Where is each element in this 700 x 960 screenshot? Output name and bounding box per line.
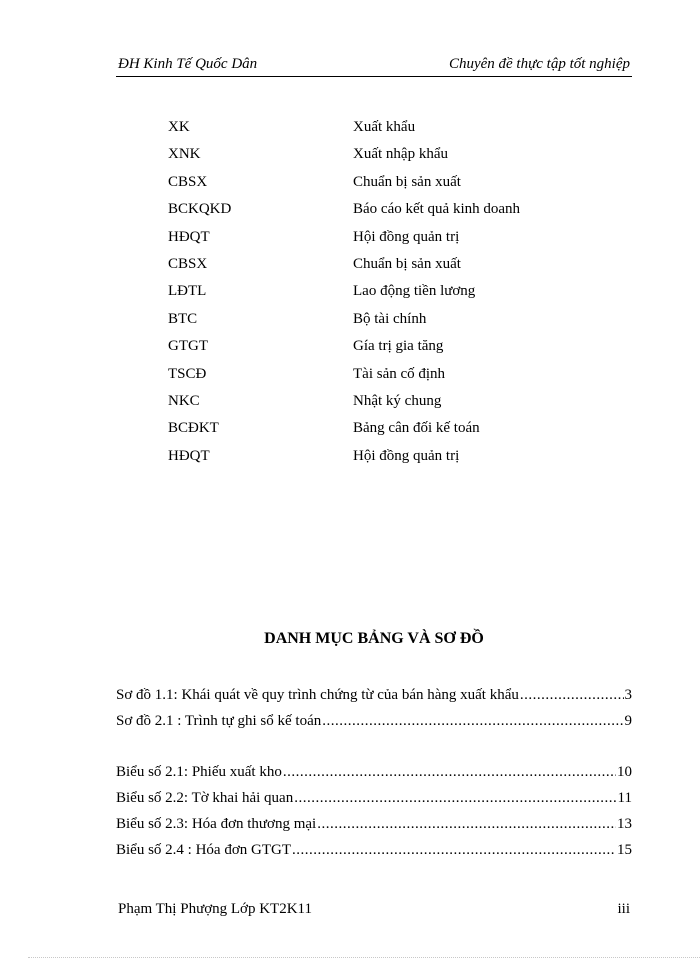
abbreviation-meaning: Chuẩn bị sản xuất — [353, 255, 461, 272]
abbreviation-code: GTGT — [168, 338, 208, 355]
abbreviation-code: BCKQKD — [168, 201, 232, 218]
abbreviation-row — [168, 117, 588, 144]
toc-entry[interactable] — [116, 788, 632, 814]
abbreviation-meaning: Hội đồng quản trị — [353, 228, 460, 245]
toc-entry[interactable] — [116, 814, 632, 840]
section-title: DANH MỤC BẢNG VÀ SƠ ĐỒ — [264, 630, 484, 647]
toc-entry[interactable] — [116, 685, 632, 711]
abbreviation-code: HĐQT — [168, 228, 210, 245]
toc-page-number: 3 — [624, 687, 632, 703]
toc-entry-title: Biểu số 2.4 : Hóa đơn GTGT — [116, 842, 291, 858]
toc-leader-dots — [322, 711, 623, 731]
abbreviation-code: CBSX — [168, 173, 208, 190]
toc-page-number: 10 — [617, 764, 632, 780]
toc-leader-dots — [294, 788, 616, 808]
abbreviation-meaning: Nhật ký chung — [353, 392, 442, 409]
abbreviation-code: CBSX — [168, 255, 208, 272]
abbreviation-code: BTC — [168, 310, 198, 327]
abbreviation-row — [168, 199, 588, 226]
toc-page-number: 11 — [617, 790, 632, 806]
toc-leader-dots — [292, 840, 616, 860]
toc-entry[interactable] — [116, 762, 632, 788]
toc-page-number: 15 — [617, 842, 632, 858]
abbreviation-row — [168, 172, 588, 199]
abbreviation-row — [168, 309, 588, 336]
toc-entry-title: Biểu số 2.2: Tờ khai hải quan — [116, 790, 294, 806]
abbreviation-meaning: Gía trị gia tăng — [353, 338, 444, 355]
abbreviation-row — [168, 336, 588, 363]
abbreviation-list — [168, 117, 588, 473]
toc-page-number: 13 — [617, 816, 632, 832]
abbreviation-meaning: Hội đồng quản trị — [353, 447, 460, 464]
footer-page-number: iii — [617, 901, 630, 917]
abbreviation-row — [168, 364, 588, 391]
abbreviation-meaning: Bảng cân đối kế toán — [353, 420, 480, 437]
abbreviation-meaning: Bộ tài chính — [353, 310, 427, 327]
toc-page-number: 9 — [624, 713, 632, 729]
diagram-list — [116, 685, 632, 737]
toc-entry-title: Sơ đồ 2.1 : Trình tự ghi sổ kế toán — [116, 713, 322, 729]
toc-leader-dots — [317, 814, 616, 834]
header-university: ĐH Kinh Tế Quốc Dân — [118, 56, 258, 72]
abbreviation-meaning: Lao động tiền lương — [353, 283, 476, 300]
abbreviation-row — [168, 418, 588, 445]
abbreviation-row — [168, 391, 588, 418]
abbreviation-meaning: Chuẩn bị sản xuất — [353, 173, 461, 190]
abbreviation-code: NKC — [168, 392, 200, 409]
abbreviation-code: XNK — [168, 146, 201, 163]
abbreviation-code: BCĐKT — [168, 420, 219, 437]
abbreviation-row — [168, 227, 588, 254]
abbreviation-row — [168, 144, 588, 171]
table-list — [116, 762, 632, 866]
page-bottom-divider — [28, 957, 700, 958]
abbreviation-row — [168, 254, 588, 281]
abbreviation-row — [168, 281, 588, 308]
abbreviation-meaning: Báo cáo kết quả kinh doanh — [353, 201, 521, 218]
footer-author-class: Phạm Thị Phượng Lớp KT2K11 — [118, 901, 312, 917]
abbreviation-row — [168, 446, 588, 473]
page-header — [116, 56, 632, 77]
abbreviation-meaning: Xuất khẩu — [353, 119, 416, 135]
header-document-type: Chuyên đề thực tập tốt nghiệp — [448, 56, 630, 72]
abbreviation-code: HĐQT — [168, 447, 210, 464]
toc-leader-dots — [520, 685, 624, 705]
toc-entry-title: Biểu số 2.1: Phiếu xuất kho — [116, 764, 282, 780]
toc-entry[interactable] — [116, 840, 632, 866]
toc-entry[interactable] — [116, 711, 632, 737]
abbreviation-meaning: Xuất nhập khẩu — [353, 146, 448, 163]
abbreviation-code: XK — [168, 119, 190, 135]
toc-leader-dots — [283, 762, 616, 782]
abbreviation-meaning: Tài sản cố định — [353, 365, 446, 382]
abbreviation-code: TSCĐ — [168, 365, 207, 382]
toc-entry-title: Biểu số 2.3: Hóa đơn thương mại — [116, 816, 317, 832]
abbreviation-code: LĐTL — [168, 283, 207, 300]
toc-entry-title: Sơ đồ 1.1: Khái quát về quy trình chứng từ của bán hàng xuất khẩu — [116, 687, 519, 703]
